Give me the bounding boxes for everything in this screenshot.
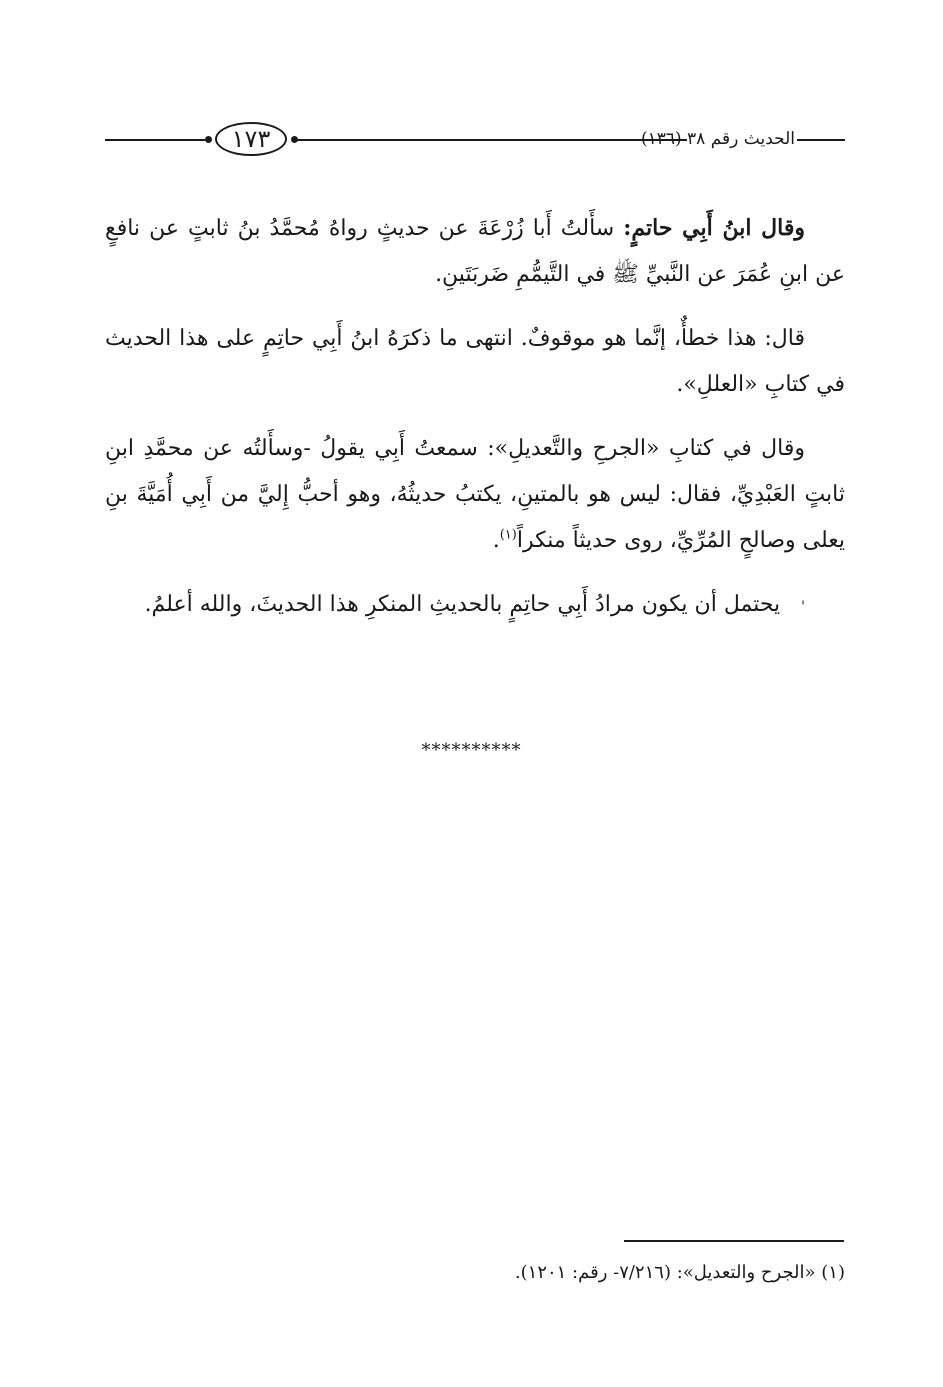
header-rule-left	[105, 139, 205, 141]
paragraph-1-text: سأَلتُ أَبا زُرْعَةَ عن حديثٍ رواهُ مُحمَّدُ بنُ ثابتٍ عن نافعٍ عن ابنِ عُمَرَ عن النَّبيِّ ﷺ في التَّيمُّمِ ضَربَتَينِ.	[105, 216, 845, 287]
section-separator: **********	[421, 740, 522, 761]
page-number: ١٧٣	[215, 122, 287, 156]
paragraph-1	[105, 205, 845, 298]
paragraph-1-lead: وقال ابنُ أَبِي حاتمٍ:	[623, 215, 805, 241]
main-text	[105, 205, 845, 648]
running-title: الحديث رقم ٣٨ (١٣٦)	[640, 129, 795, 149]
paragraph-3: وقال في كتابِ «الجرحِ والتَّعديلِ»: سمعتُ أَبِي يقولُ -وسأَلتُه عن محمَّدِ ابنِ ثابتٍ العَبْدِيِّ، فقال: ليس هو بالمتينِ، يكتبُ حديثُهُ، وهو أحبُّ إِليَّ من أَبِي أُمَيَّةَ بنِ يعلى وصالحٍ المُرِّيِّ، روى حديثاً منكراً$^{(١)}$.	[105, 436, 845, 553]
header-dot-left	[205, 136, 212, 143]
paragraph-4-text: يحتمل أن يكون مرادُ أَبِي حاتِمٍ بالحديثِ المنكرِ هذا الحديثَ، والله أعلمُ.	[144, 592, 781, 617]
page-header	[105, 118, 845, 162]
paragraph-2	[105, 316, 845, 408]
header-rule-right	[797, 139, 845, 141]
footnote-reference: (١)	[499, 527, 517, 543]
footnote-rule	[624, 1240, 844, 1242]
paragraph-4	[105, 582, 845, 630]
footnote-1: (١) «الجرح والتعديل»: (٧/٢١٦- رقم: ١٢٠١).	[514, 1262, 845, 1283]
header-rule-middle	[297, 139, 687, 141]
paragraph-2-text: قال: هذا خطأٌ، إنَّما هو موقوفٌ. انتهى ما ذكرَهُ ابنُ أَبِي حاتِمٍ على هذا الحديث في كتابِ «العللِ».	[105, 326, 845, 397]
paragraph-3-text: وقال في كتابِ «الجرحِ والتَّعديلِ»: سمعتُ أَبِي يقولُ -وسأَلتُه عن محمَّدِ ابنِ ثابتٍ العَبْدِيِّ، فقال: ليس هو بالمتينِ، يكتبُ حديثُهُ، وهو أحبُّ إِليَّ من أَبِي أُمَيَّةَ بنِ يعلى وصالحٍ المُرِّيِّ، روى حديثاً منكراً	[105, 436, 845, 553]
paragraph-4-mark: '	[801, 599, 805, 615]
